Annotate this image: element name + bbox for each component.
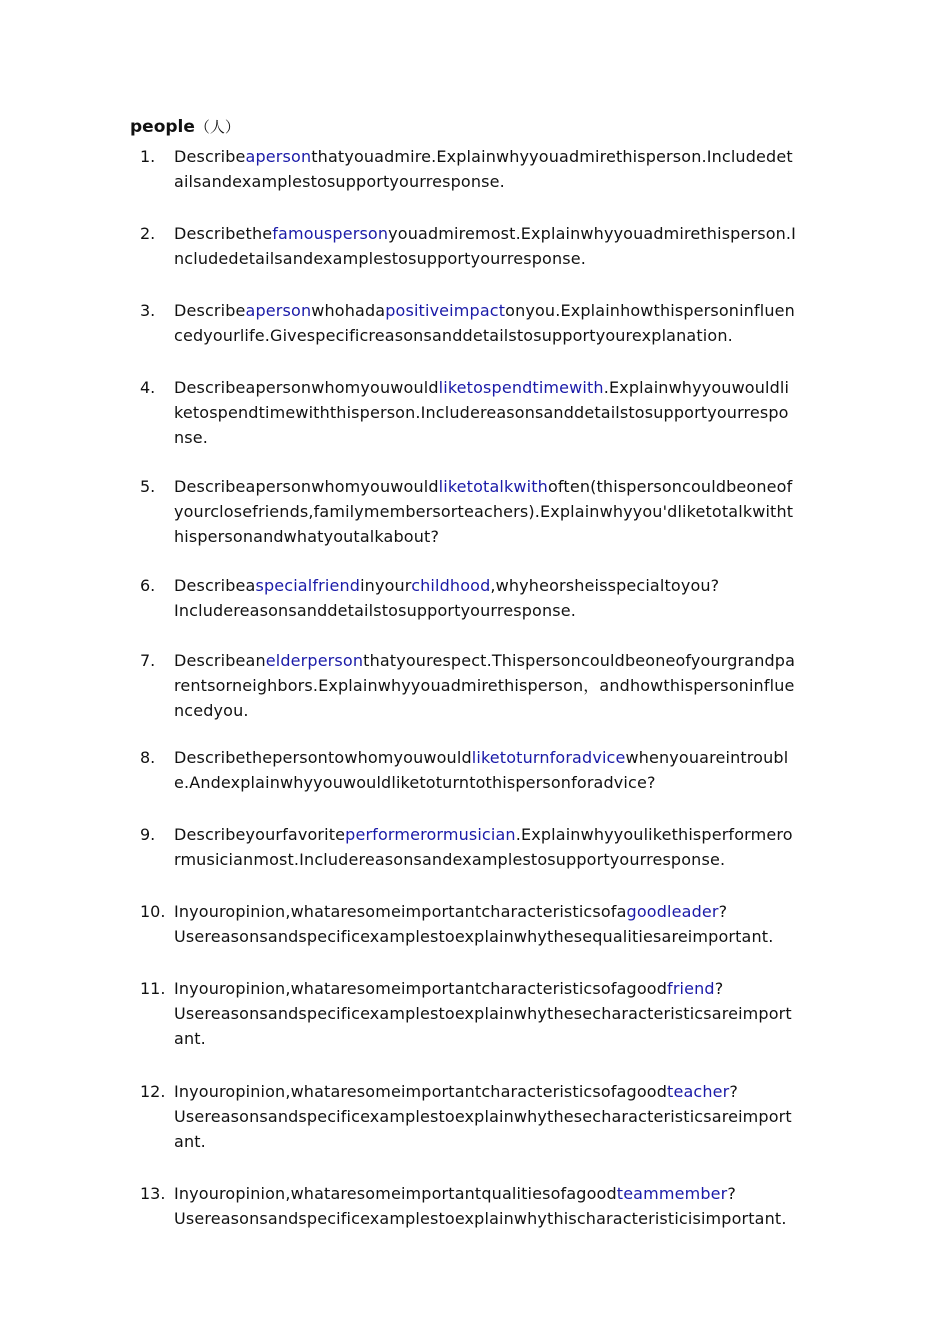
text-segment: whenyouareintroubl [625,748,789,767]
highlighted-keyword: friend [667,979,715,998]
list-item-text [174,375,834,450]
text-segment: nse. [174,428,209,447]
text-line [174,169,834,194]
list-item-number: 7. [140,651,156,670]
text-segment: onyou.Explainhowthispersoninfluen [505,301,795,320]
text-line [174,425,834,450]
list-item-number: 8. [140,748,156,767]
list-item-text [174,298,834,348]
text-line [174,822,834,847]
text-line [174,847,834,872]
text-segment: Usereasonsandspecificexamplestoexplainwhythischaracteristicisimportant. [174,1209,787,1228]
text-segment: thatyourespect.Thispersoncouldbeoneofyourgrandpa [363,651,796,670]
text-line [174,375,834,400]
text-segment: Describe [174,147,246,166]
text-segment: Usereasonsandspecificexamplestoexplainwhythesequalitiesareimportant. [174,927,774,946]
text-line [174,770,834,795]
text-segment: Describea [174,576,256,595]
text-segment: ? [714,979,724,998]
text-line [174,1206,834,1231]
highlighted-keyword: aperson [245,147,312,166]
text-segment: ,whyheorsheisspecialtoyou? [490,576,720,595]
text-segment: .Explainwhyyouwouldli [603,378,790,397]
text-segment: ? [729,1082,739,1101]
highlighted-keyword: childhood [411,576,491,595]
text-segment: yourclosefriends,familymembersorteachers).Explainwhyyou'dliketotalkwitht [174,502,794,521]
text-segment: rmusicianmost.Includereasonsandexamplestosupportyourresponse. [174,850,726,869]
text-line [174,144,834,169]
text-line [174,573,834,598]
list-item-text [174,1181,834,1231]
text-segment: youadmiremost.Explainwhyyouadmirethisperson.I [388,224,797,243]
text-segment: hispersonandwhatyoutalkabout? [174,527,440,546]
text-line [174,673,834,698]
list-item-text [174,144,834,194]
text-line [174,598,834,623]
highlighted-keyword: teammember [616,1184,728,1203]
highlighted-keyword: performerormusician [345,825,516,844]
text-line [174,1129,834,1154]
highlighted-keyword: liketotalkwith [438,477,548,496]
text-line [174,1026,834,1051]
text-segment: Inyouropinion,whataresomeimportantcharacteristicsofagood [174,1082,668,1101]
text-line [174,298,834,323]
text-segment: Inyouropinion,whataresomeimportantcharacteristicsofa [174,902,627,921]
text-segment: Usereasonsandspecificexamplestoexplainwhythesecharacteristicsareimport [174,1107,792,1126]
list-item-number: 5. [140,477,156,496]
text-line [174,499,834,524]
list-item-text [174,822,834,872]
list-item-text [174,648,834,723]
text-line [174,246,834,271]
text-segment: ncedyou. [174,701,249,720]
list-item-text [174,474,834,549]
text-line [174,524,834,549]
text-line [174,899,834,924]
list-item-number: 11. [140,979,166,998]
text-segment: ailsandexamplestosupportyourresponse. [174,172,505,191]
text-line [174,698,834,723]
text-segment: e.Andexplainwhyyouwouldliketoturntothispersonforadvice? [174,773,656,792]
highlighted-keyword: elderperson [265,651,364,670]
text-segment: ant. [174,1029,206,1048]
text-line [174,221,834,246]
list-item-number: 3. [140,301,156,320]
list-item-number: 9. [140,825,156,844]
text-segment: Describethepersontowhomyouwould [174,748,472,767]
highlighted-keyword: teacher [667,1082,730,1101]
text-segment: .Explainwhyyoulikethisperformero [515,825,793,844]
list-item-number: 2. [140,224,156,243]
text-segment: ncludedetailsandexamplestosupportyourresponse. [174,249,586,268]
text-segment: whohada [311,301,386,320]
text-segment: Usereasonsandspecificexamplestoexplainwhythesecharacteristicsareimport [174,1004,792,1023]
list-item-number: 6. [140,576,156,595]
section-heading [130,116,240,138]
text-segment: Describethe [174,224,273,243]
list-item-text [174,899,834,949]
list-item-number: 13. [140,1184,166,1203]
text-segment: Inyouropinion,whataresomeimportantqualitiesofagood [174,1184,617,1203]
list-item-text [174,573,834,623]
text-segment: Describean [174,651,266,670]
text-line [174,976,834,1001]
list-item-number: 4. [140,378,156,397]
text-segment: ketospendtimewiththisperson.Includereasonsanddetailstosupportyourrespo [174,403,789,422]
text-line [174,745,834,770]
text-line [174,400,834,425]
text-segment: Describeapersonwhomyouwould [174,378,439,397]
highlighted-keyword: liketoturnforadvice [471,748,626,767]
list-item-text [174,1079,834,1154]
highlighted-keyword: liketospendtimewith [438,378,604,397]
text-segment: often(thispersoncouldbeoneof [547,477,793,496]
list-item-number: 1. [140,147,156,166]
text-segment: rentsorneighbors.Explainwhyyouadmirethisperson，andhowthispersoninflue [174,676,795,695]
text-segment: ? [718,902,728,921]
text-line [174,474,834,499]
text-segment: Describeyourfavorite [174,825,346,844]
list-item-text [174,221,834,271]
list-item-text [174,976,834,1051]
highlighted-keyword: goodleader [626,902,719,921]
list-item-number: 10. [140,902,166,921]
text-line [174,924,834,949]
text-line [174,1079,834,1104]
text-segment: Describeapersonwhomyouwould [174,477,439,496]
text-line [174,323,834,348]
text-segment: thatyouadmire.Explainwhyyouadmirethisperson.Includedet [311,147,793,166]
text-line [174,648,834,673]
highlighted-keyword: positiveimpact [385,301,506,320]
list-item-text [174,745,834,795]
highlighted-keyword: aperson [245,301,312,320]
text-segment: Inyouropinion,whataresomeimportantcharacteristicsofagood [174,979,668,998]
text-line [174,1001,834,1026]
heading-cjk-text: （人） [194,118,240,136]
highlighted-keyword: famousperson [272,224,389,243]
text-segment: Describe [174,301,246,320]
highlighted-keyword: specialfriend [255,576,361,595]
text-segment: cedyourlife.Givespecificreasonsanddetailstosupportyourexplanation. [174,326,733,345]
text-segment: ant. [174,1132,206,1151]
heading-text: people [130,117,195,137]
text-segment: Includereasonsanddetailstosupportyourresponse. [174,601,576,620]
text-segment: inyour [360,576,412,595]
text-segment: ? [727,1184,737,1203]
list-item-number: 12. [140,1082,166,1101]
text-line [174,1104,834,1129]
text-line [174,1181,834,1206]
